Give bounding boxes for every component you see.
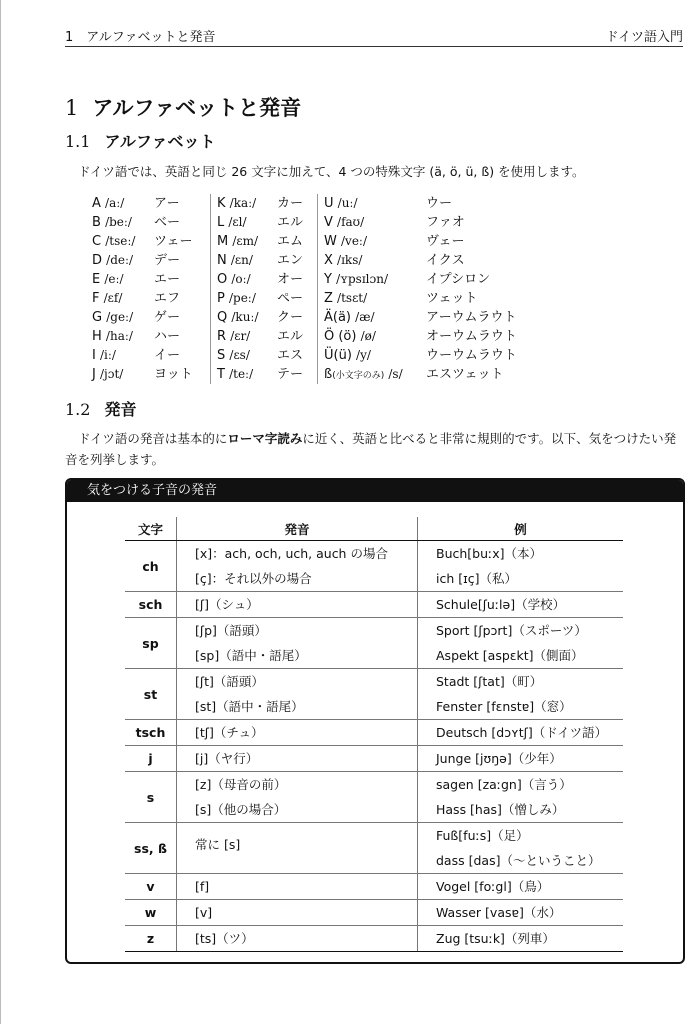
- pronunciation-line: [z]（母音の前）: [195, 777, 287, 792]
- alphabet-row: [324, 308, 526, 327]
- table-header-row: [125, 517, 623, 541]
- alphabet-row: [92, 213, 204, 232]
- letter-cell: [324, 194, 426, 213]
- table-row: [125, 874, 623, 900]
- running-header: [65, 26, 683, 47]
- page-edge: [0, 0, 1, 1024]
- example-cell: [418, 823, 624, 874]
- example-cell: [418, 874, 624, 900]
- letter-cell: v: [125, 874, 177, 900]
- letter-cell: [92, 327, 154, 346]
- header-example: 例: [418, 517, 624, 541]
- alphabet-table: [86, 194, 532, 384]
- katakana-name: ツェット: [426, 291, 478, 306]
- pronunciation-cell: [177, 720, 418, 746]
- katakana-name: イクス: [426, 253, 465, 268]
- letter: Q: [217, 310, 228, 325]
- ipa: /ɛf/: [103, 291, 123, 305]
- katakana-name: テー: [277, 367, 304, 382]
- pronunciation-cell: [177, 592, 418, 618]
- ipa: /uː/: [337, 196, 358, 210]
- alphabet-row: [92, 346, 204, 365]
- ipa: /ɛl/: [228, 215, 247, 229]
- letter-cell: [92, 270, 154, 289]
- letter-cell: [92, 213, 154, 232]
- section-title: 発音: [104, 400, 137, 419]
- katakana-name: ベー: [154, 215, 181, 230]
- chapter-title: [65, 92, 301, 122]
- ipa: /ʏpsɪlɔn/: [336, 272, 389, 286]
- example-line: Wasser [vasɐ]（水）: [436, 905, 562, 920]
- alphabet-row: [92, 365, 204, 384]
- letter-cell: w: [125, 900, 177, 926]
- letter-cell: tsch: [125, 720, 177, 746]
- consonant-table: [125, 517, 623, 952]
- pronunciation-line: [s]（他の場合）: [195, 802, 287, 817]
- pronunciation-line: [x]：ach, och, uch, auch の場合: [195, 546, 388, 561]
- table-row: [125, 618, 623, 669]
- table-row: [125, 720, 623, 746]
- alphabet-row: [324, 251, 526, 270]
- letter: H: [92, 329, 102, 344]
- ipa: /eː/: [104, 272, 124, 286]
- section-number: 1.2: [65, 400, 91, 419]
- ipa: /teː/: [229, 367, 254, 381]
- letter-cell: ch: [125, 541, 177, 592]
- letter: P: [217, 291, 225, 306]
- alphabet-row: [92, 327, 204, 346]
- letter-cell: s: [125, 772, 177, 823]
- pronunciation-cell: [177, 772, 418, 823]
- letter-cell: [217, 308, 277, 327]
- letter: K: [217, 196, 226, 211]
- example-line: Sport [ʃpɔrt]（スポーツ）: [436, 623, 587, 638]
- katakana-name: オーウムラウト: [426, 329, 517, 344]
- letter: G: [92, 310, 103, 325]
- letter: W: [324, 234, 337, 249]
- example-cell: [418, 541, 624, 592]
- letter-cell: sch: [125, 592, 177, 618]
- ipa: /s/: [388, 367, 403, 381]
- katakana-name: ファオ: [426, 215, 465, 230]
- header-letter: 文字: [125, 517, 177, 541]
- letter: ß: [324, 367, 333, 382]
- pronunciation-line: [sp]（語中・語尾）: [195, 648, 307, 663]
- pronunciation-line: [ʃ]（シュ）: [195, 597, 259, 612]
- example-cell: [418, 720, 624, 746]
- pronunciation-paragraph: [65, 428, 685, 470]
- letter-cell: [324, 346, 426, 365]
- letter: Y: [324, 272, 332, 287]
- letter-cell: [217, 213, 277, 232]
- pronunciation-cell: [177, 746, 418, 772]
- example-line: Stadt [ʃtat]（町）: [436, 674, 543, 689]
- header-chapter: 1 アルファベットと発音: [65, 30, 216, 45]
- table-row: [125, 900, 623, 926]
- chapter-title-text: アルファベットと発音: [92, 96, 302, 120]
- letter-cell: [217, 289, 277, 308]
- ipa: /ɛn/: [230, 253, 253, 267]
- pronunciation-line: [ʃp]（語頭）: [195, 623, 267, 638]
- header-book-title: ドイツ語入門: [605, 30, 683, 45]
- letter-note: (小文字のみ): [332, 371, 385, 381]
- letter: L: [217, 215, 225, 230]
- alphabet-row: [217, 289, 311, 308]
- alphabet-row: [92, 270, 204, 289]
- ipa: /oː/: [231, 272, 251, 286]
- header-pronunciation: 発音: [177, 517, 418, 541]
- example-line: Fenster [fɛnstɐ]（窓）: [436, 699, 572, 714]
- letter: R: [217, 329, 227, 344]
- alphabet-row: [324, 346, 526, 365]
- pronunciation-cell: [177, 926, 418, 952]
- letter: N: [217, 253, 227, 268]
- ipa: /ɛm/: [232, 234, 259, 248]
- ipa: /ɛs/: [229, 348, 250, 362]
- katakana-name: ウーウムラウト: [426, 348, 517, 363]
- katakana-name: カー: [277, 196, 304, 211]
- alphabet-row: [217, 365, 311, 384]
- pronunciation-line: 常に [s]: [195, 837, 241, 852]
- box-title: 気をつける子音の発音: [67, 480, 683, 502]
- consonant-box: [65, 478, 685, 964]
- chapter-number: 1: [65, 96, 79, 120]
- letter: A: [92, 196, 101, 211]
- pronunciation-line: [v]: [195, 905, 213, 920]
- katakana-name: デー: [154, 253, 181, 268]
- letter-cell: [324, 213, 426, 232]
- table-row: [125, 772, 623, 823]
- pronunciation-cell: [177, 541, 418, 592]
- letter-cell: [217, 270, 277, 289]
- pronunciation-line: [tʃ]（チュ）: [195, 725, 264, 740]
- example-cell: [418, 669, 624, 720]
- paragraph-bold-text: ローマ字読み: [227, 431, 303, 446]
- letter-cell: z: [125, 926, 177, 952]
- letter-cell: [217, 251, 277, 270]
- example-line: Zug [tsuːk]（列車）: [436, 931, 555, 946]
- letter: O: [217, 272, 228, 287]
- letter-cell: [92, 365, 154, 384]
- pronunciation-cell: [177, 900, 418, 926]
- letter-cell: [92, 308, 154, 327]
- letter-cell: st: [125, 669, 177, 720]
- alphabet-column: [86, 194, 211, 384]
- katakana-name: エフ: [154, 291, 181, 306]
- table-row: [125, 669, 623, 720]
- ipa: /ɛr/: [230, 329, 251, 343]
- letter: U: [324, 196, 334, 211]
- section-heading-1-2: [65, 397, 136, 420]
- katakana-name: イプシロン: [426, 272, 491, 287]
- katakana-name: ツェー: [154, 234, 193, 249]
- letter-cell: [324, 365, 426, 384]
- table-row: [125, 592, 623, 618]
- alphabet-row: [324, 365, 526, 384]
- katakana-name: ヴェー: [426, 234, 465, 249]
- table-row: [125, 926, 623, 952]
- alphabet-column: [211, 194, 318, 384]
- section-heading-1-1: [65, 129, 216, 152]
- ipa: /beː/: [105, 215, 132, 229]
- katakana-name: イー: [154, 348, 181, 363]
- letter: Ü(ü): [324, 348, 352, 363]
- letter-cell: [324, 327, 426, 346]
- ipa: /faʊ/: [337, 215, 365, 229]
- katakana-name: エン: [277, 253, 304, 268]
- ipa: /tsɛt/: [337, 291, 368, 305]
- letter-cell: [217, 346, 277, 365]
- alphabet-row: [217, 308, 311, 327]
- alphabet-row: [92, 251, 204, 270]
- alphabet-row: [324, 327, 526, 346]
- letter: E: [92, 272, 101, 287]
- ipa: /jɔt/: [99, 367, 124, 381]
- alphabet-row: [217, 251, 311, 270]
- katakana-name: エム: [277, 234, 304, 249]
- katakana-name: ハー: [154, 329, 181, 344]
- letter: Z: [324, 291, 333, 306]
- alphabet-row: [217, 346, 311, 365]
- katakana-name: エス: [277, 348, 304, 363]
- alphabet-row: [324, 213, 526, 232]
- example-line: Junge [jʊŋə]（少年）: [436, 751, 562, 766]
- letter-cell: [324, 251, 426, 270]
- example-line: ich [ɪç]（私）: [436, 571, 518, 586]
- letter-cell: ss, ß: [125, 823, 177, 874]
- ipa: /veː/: [341, 234, 368, 248]
- letter-cell: [217, 232, 277, 251]
- paragraph-text: ドイツ語の発音は基本的に: [78, 431, 228, 446]
- katakana-name: エル: [277, 215, 304, 230]
- example-line: Hass [has]（憎しみ）: [436, 802, 565, 817]
- letter-cell: [217, 194, 277, 213]
- alphabet-row: [217, 327, 311, 346]
- paragraph-text: に近く、英語と比べると非常に規則的です。以下、気をつけたい発音を列挙します。: [65, 431, 677, 467]
- section-title: アルファベット: [104, 132, 216, 151]
- example-line: Deutsch [dɔʏtʃ]（ドイツ語）: [436, 725, 608, 740]
- pronunciation-line: [ts]（ツ）: [195, 931, 254, 946]
- alphabet-row: [217, 213, 311, 232]
- alphabet-row: [217, 270, 311, 289]
- alphabet-row: [324, 289, 526, 308]
- example-line: sagen [zaːgn]（言う）: [436, 777, 572, 792]
- example-line: Schule[ʃuːlə]（学校）: [436, 597, 566, 612]
- katakana-name: エル: [277, 329, 304, 344]
- letter-cell: [92, 346, 154, 365]
- letter-cell: [217, 327, 277, 346]
- letter-cell: [324, 289, 426, 308]
- alphabet-row: [324, 270, 526, 289]
- letter: T: [217, 367, 225, 382]
- katakana-name: エスツェット: [426, 367, 504, 382]
- letter-cell: j: [125, 746, 177, 772]
- section-number: 1.1: [65, 132, 91, 151]
- alphabet-row: [324, 232, 526, 251]
- ipa: /tseː/: [105, 234, 136, 248]
- example-cell: [418, 926, 624, 952]
- letter-cell: [92, 232, 154, 251]
- letter: Ö (ö): [324, 329, 357, 344]
- example-cell: [418, 900, 624, 926]
- example-cell: [418, 746, 624, 772]
- letter: V: [324, 215, 333, 230]
- ipa: /geː/: [106, 310, 134, 324]
- katakana-name: エー: [154, 272, 181, 287]
- example-line: Fuß[fuːs]（足）: [436, 828, 529, 843]
- katakana-name: クー: [277, 310, 304, 325]
- letter: Ä(ä): [324, 310, 352, 325]
- example-cell: [418, 592, 624, 618]
- alphabet-row: [92, 308, 204, 327]
- alphabet-column: [318, 194, 532, 384]
- letter: I: [92, 348, 96, 363]
- intro-paragraph: ドイツ語では、英語と同じ 26 文字に加えて、4 つの特殊文字 (ä, ö, ü, ß) を使用します。: [78, 164, 585, 179]
- pronunciation-line: [ç]：それ以外の場合: [195, 571, 312, 586]
- letter: F: [92, 291, 100, 306]
- pronunciation-line: [ʃt]（語頭）: [195, 674, 264, 689]
- katakana-name: ウー: [426, 196, 453, 211]
- katakana-name: アーウムラウト: [426, 310, 517, 325]
- ipa: /peː/: [228, 291, 256, 305]
- letter-cell: [324, 232, 426, 251]
- example-line: Aspekt [aspɛkt]（側面）: [436, 648, 584, 663]
- table-row: [125, 541, 623, 592]
- example-cell: [418, 772, 624, 823]
- letter-cell: [92, 194, 154, 213]
- pronunciation-line: [j]（ヤ行）: [195, 751, 259, 766]
- letter-cell: [92, 289, 154, 308]
- ipa: /iː/: [99, 348, 116, 362]
- katakana-name: オー: [277, 272, 304, 287]
- alphabet-row: [92, 194, 204, 213]
- letter: C: [92, 234, 102, 249]
- alphabet-row: [92, 232, 204, 251]
- letter-cell: [217, 365, 277, 384]
- pronunciation-cell: [177, 823, 418, 874]
- ipa: /y/: [356, 348, 371, 362]
- example-cell: [418, 618, 624, 669]
- letter-cell: [92, 251, 154, 270]
- katakana-name: アー: [154, 196, 180, 211]
- alphabet-row: [324, 194, 526, 213]
- letter: B: [92, 215, 101, 230]
- ipa: /kaː/: [229, 196, 257, 210]
- ipa: /ø/: [360, 329, 376, 343]
- table-row: [125, 823, 623, 874]
- ipa: /kuː/: [231, 310, 259, 324]
- katakana-name: ゲー: [154, 310, 181, 325]
- letter: J: [92, 367, 96, 382]
- ipa: /ɪks/: [337, 253, 363, 267]
- alphabet-row: [217, 232, 311, 251]
- pronunciation-cell: [177, 669, 418, 720]
- katakana-name: ペー: [277, 291, 304, 306]
- letter: S: [217, 348, 226, 363]
- ipa: /æ/: [355, 310, 375, 324]
- alphabet-row: [92, 289, 204, 308]
- ipa: /deː/: [106, 253, 134, 267]
- alphabet-row: [217, 194, 311, 213]
- letter-cell: sp: [125, 618, 177, 669]
- letter: M: [217, 234, 229, 249]
- pronunciation-cell: [177, 618, 418, 669]
- example-line: Vogel [foːgl]（鳥）: [436, 879, 550, 894]
- ipa: /aː/: [105, 196, 125, 210]
- ipa: /haː/: [105, 329, 133, 343]
- pronunciation-line: [st]（語中・語尾）: [195, 699, 304, 714]
- letter-cell: [324, 270, 426, 289]
- example-line: dass [das]（〜ということ）: [436, 853, 601, 868]
- letter: X: [324, 253, 333, 268]
- letter: D: [92, 253, 103, 268]
- example-line: Buch[buːx]（本）: [436, 546, 543, 561]
- table-row: [125, 746, 623, 772]
- pronunciation-cell: [177, 874, 418, 900]
- pronunciation-line: [f]: [195, 879, 210, 894]
- letter-cell: [324, 308, 426, 327]
- katakana-name: ヨット: [154, 367, 193, 382]
